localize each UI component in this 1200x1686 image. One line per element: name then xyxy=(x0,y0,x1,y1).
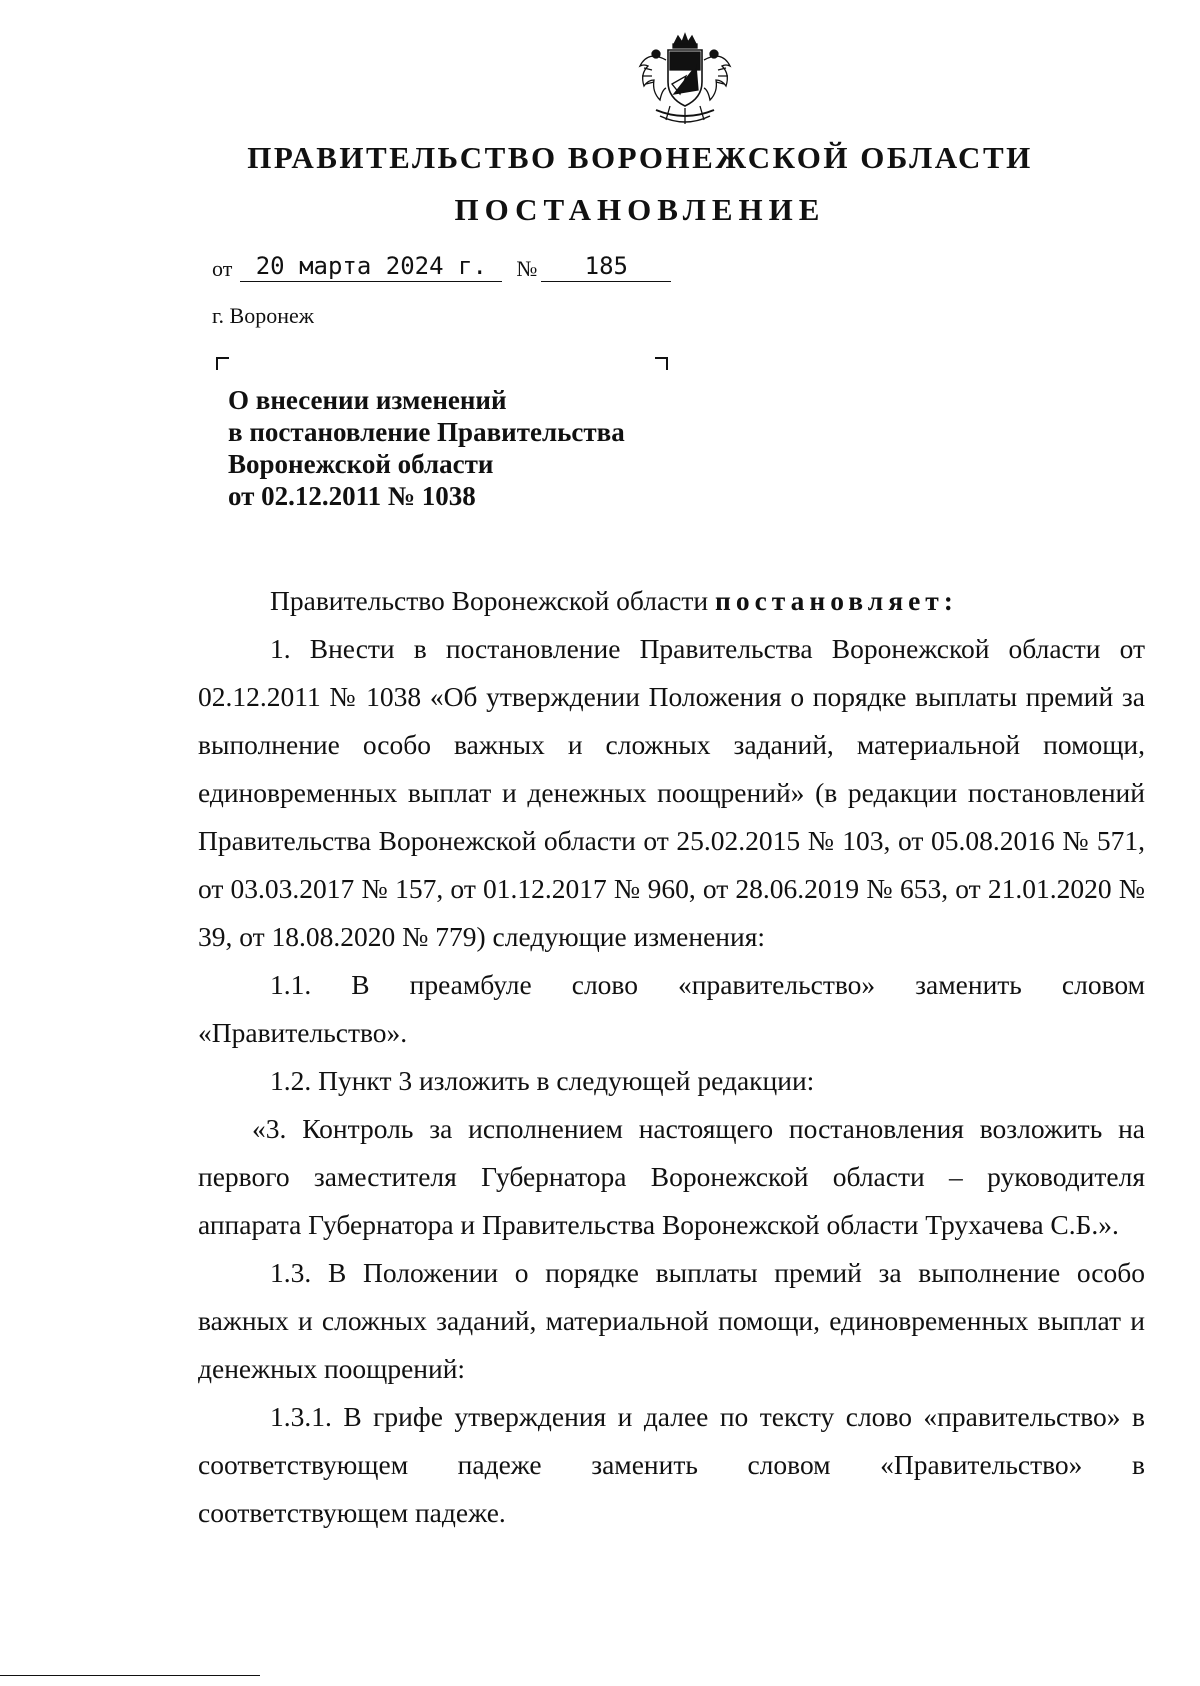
date-value: 20 марта 2024 г. xyxy=(240,252,502,282)
clause-1-2-quote: «3. Контроль за исполнением настоящего постановления возложить на первого заместителя Губернатора Воронежской области – руководителя аппарата Губернатора и Правительства Воронежской области Трухачева С.Б.». xyxy=(198,1113,1145,1240)
date-number-line xyxy=(212,252,671,282)
clause-1: 1. Внести в постановление Правительства Воронежской области от 02.12.2011 № 1038 «Об утверждении Положения о порядке выплаты премий за выполнение особо важных и сложных заданий, материальной помощи, единовременных выплат и денежных поощрений» (в редакции постановлений Правительства Воронежской области от 25.02.2015 № 103, от 05.08.2016 № 571, от 03.03.2017 № 157, от 01.12.2017 № 960, от 28.06.2019 № 653, от 21.01.2020 № 39, от 18.08.2020 № 779) следующие изменения: xyxy=(198,633,1145,952)
clause-1-2: 1.2. Пункт 3 изложить в следующей редакции: xyxy=(270,1065,815,1096)
clause-1-1: 1.1. В преамбуле слово «правительство» заменить словом «Правительство». xyxy=(198,969,1145,1048)
coat-of-arms-icon xyxy=(630,30,740,130)
subject-corner-mark-right xyxy=(655,357,668,370)
footer-rule xyxy=(0,1675,260,1676)
subject-line: в постановление Правительства xyxy=(228,417,625,447)
document-subject xyxy=(228,384,625,512)
subject-line: от 02.12.2011 № 1038 xyxy=(228,481,476,511)
preamble-emphasis: постановляет: xyxy=(714,585,958,616)
subject-corner-mark-left xyxy=(216,357,229,370)
clause-1-3-1: 1.3.1. В грифе утверждения и далее по тексту слово «правительство» в соответствующем падеже заменить словом «Правительство» в соответствующем падеже. xyxy=(198,1401,1145,1528)
document-type-title: ПОСТАНОВЛЕНИЕ xyxy=(454,192,826,227)
preamble-text: Правительство Воронежской области xyxy=(270,585,709,616)
date-prefix: от xyxy=(212,256,233,281)
clause-1-3: 1.3. В Положении о порядке выплаты премий за выполнение особо важных и сложных заданий, материальной помощи, единовременных выплат и денежных поощрений: xyxy=(198,1257,1145,1384)
number-value: 185 xyxy=(541,252,671,282)
subject-line: О внесении изменений xyxy=(228,385,507,415)
number-prefix: № xyxy=(516,256,538,281)
organization-title: ПРАВИТЕЛЬСТВО ВОРОНЕЖСКОЙ ОБЛАСТИ xyxy=(247,140,1033,175)
subject-line: Воронежской области xyxy=(228,449,494,479)
document-body xyxy=(198,577,1145,1537)
preamble-paragraph xyxy=(198,577,1145,625)
city-label: г. Воронеж xyxy=(212,303,314,328)
